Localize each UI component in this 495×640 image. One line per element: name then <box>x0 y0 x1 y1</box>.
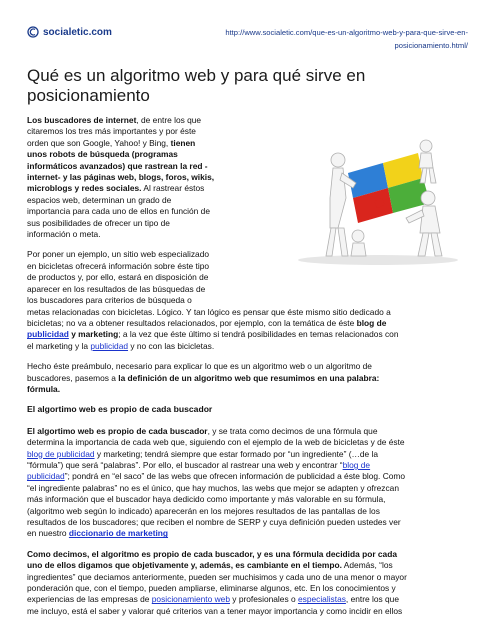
socialetic-logo-icon <box>27 26 39 38</box>
text-line: importancia para cada uno de ellos en función de <box>27 206 210 217</box>
text: y marketing; tendrá siempre que estar formado por “un ingrediente” (…de la <box>94 448 379 459</box>
text-line: determina la importancia de cada web que, siguiendo con el ejemplo de la web de bicicletas y de éste <box>27 437 405 448</box>
text-line: ingredientes” que deciamos anteriormente, pueden ser muchisimos y cada uno de una menor o mayor <box>27 571 407 582</box>
page-header <box>0 0 495 60</box>
text-line: espacios web, determinan un grado de <box>27 194 172 205</box>
bold-line: fórmula. <box>27 383 61 394</box>
text: y no con las bicicletas. <box>128 340 215 351</box>
especialistas-link[interactable]: especialistas <box>297 594 346 605</box>
text: el marketing y la <box>27 340 91 351</box>
text: buscadores, pasemos a <box>27 372 119 383</box>
paragraph-2-end <box>27 307 472 353</box>
text: , de entre los que <box>136 115 202 125</box>
text-line: Hecho éste preámbulo, necesario para explicar lo que es un algoritmo web o un algoritmo de <box>27 361 372 372</box>
url-line-2: posicionamiento.html/ <box>394 41 468 50</box>
bold-line: Como decimos, el algoritmo es propio de cada buscador, y es una fórmula decidida por cada <box>27 548 397 559</box>
url-line-1: http://www.socialetic.com/que-es-un-algoritmo-web-y-para-que-sirve-en- <box>225 28 468 37</box>
text: ”; pondrá en “el saco” de las webs que ofrecen información de publicidad a éste blog. Como <box>64 471 406 482</box>
title-line-2: posicionamiento <box>27 86 150 105</box>
text-line: Por poner un ejemplo, un sitio web especializado <box>27 249 210 260</box>
text-line: los buscadores para criterios de búsqueda o <box>27 295 192 306</box>
text-line: (algoritmo web según lo indicado) aparecerán en los mejores resultados de las pantallas de los <box>27 505 380 516</box>
text-line: más información que el buscador haya dedicido como importante y más valorable en su fórmula, <box>27 494 386 505</box>
text-line: información o meta. <box>27 229 101 240</box>
paragraph-2-start <box>27 249 277 306</box>
paragraph-5 <box>27 549 472 617</box>
text: ; a la vez que éste último si tendrá posibilidades en temas relacionados con <box>118 329 399 340</box>
bold-line: informáticos avanzados) que rastrean la red - <box>27 160 208 171</box>
text: , entre los que <box>345 594 399 605</box>
publicidad-link[interactable]: publicidad <box>90 340 129 351</box>
paragraph-3 <box>27 361 472 395</box>
section-heading: El algortimo web es propio de cada buscador <box>27 404 213 415</box>
bold-text: Los buscadores de internet <box>27 115 137 125</box>
bold-line: unos robots de búsqueda (programas <box>27 149 178 160</box>
bold-text: blog de <box>356 317 387 328</box>
text-line: “el ingrediente palabras” no es el único, que hay muchos, las webs que mejor se adapten y ofrezcan <box>27 482 399 493</box>
text: , y se trata como decimos de una fórmula que <box>207 425 378 436</box>
article-body <box>27 115 472 626</box>
text-line: sus posibilidades de ofrecer un tipo de <box>27 217 170 228</box>
title-line-1: Qué es un algoritmo web y para qué sirve en <box>27 66 366 85</box>
text-line: me incluyo, está el saber y valorar qué criterios van a tener mayor importancia y como incidir en ellos <box>27 605 403 616</box>
text: en nuestro <box>27 528 69 539</box>
text-line: en bicicletas ofrecerá información sobre éste tipo <box>27 260 210 271</box>
text: y profesionales o <box>229 594 298 605</box>
paragraph-1 <box>27 115 277 240</box>
bold-text: uno de ellos digamos que objetivamente y, además, es cambiante en el tiempo. <box>27 560 342 571</box>
text: Al rastrear éstos <box>141 183 205 194</box>
blog-de-publicidad-link[interactable]: blog de publicidad <box>27 448 95 459</box>
bold-text: la definición de un algoritmo web que resumimos en una palabra: <box>118 372 380 383</box>
text: orden que son Google, Yahoo! y Bing, <box>27 137 171 148</box>
blog-de-publicidad-link-cont[interactable]: publicidad <box>27 471 65 482</box>
text-line: citaremos los tres más importantes y por éste <box>27 126 196 137</box>
text-line: de productos y, por ello, estará en disposición de <box>27 272 209 283</box>
text: Además, “los <box>341 560 393 571</box>
posicionamiento-web-link[interactable]: posicionamiento web <box>151 594 230 605</box>
page-url[interactable] <box>178 26 468 52</box>
text: bicicletas; no va a obtener resultados relacionados, por ejemplo, con la temática de éste <box>27 317 357 328</box>
logo-text: socialetic.com <box>43 26 112 38</box>
paragraph-4 <box>27 426 472 540</box>
text-line: ponderación que, con el tiempo, pueden ampliarse, eliminarse algunos, etc. En los conocimientos y <box>27 583 396 594</box>
bold-text: microblogs y redes sociales. <box>27 183 142 194</box>
text: “fórmula”) que será “palabras”. Por ello, el buscador al rastrear una web y encontrar “ <box>27 459 343 470</box>
text-line: aparecer en los resultados de las búsquedas de <box>27 283 206 294</box>
blog-de-publicidad-link[interactable]: blog de <box>342 459 371 470</box>
bold-text: tienen <box>170 137 196 148</box>
text: experiencias de las empresas de <box>27 594 152 605</box>
bold-text: y marketing <box>68 329 119 340</box>
page-title <box>27 66 472 106</box>
text-line: resultados de los buscadores; que reciben el nombre de SERP y cuya definición pueden ustedes ver <box>27 517 401 527</box>
site-logo[interactable] <box>27 26 112 38</box>
publicidad-link[interactable]: publicidad <box>27 329 69 340</box>
intro-column <box>27 115 277 307</box>
text-line: metas relacionadas con bicicletas. Lógico. Y tan lógico es pensar que éste mismo sitio dedicado a <box>27 306 391 317</box>
diccionario-marketing-link[interactable]: diccionario de marketing <box>68 528 169 539</box>
bold-text: El algortimo web es propio de cada buscador <box>27 425 208 436</box>
bold-line: internet- y las páginas web, blogs, foros, wikis, <box>27 172 215 183</box>
